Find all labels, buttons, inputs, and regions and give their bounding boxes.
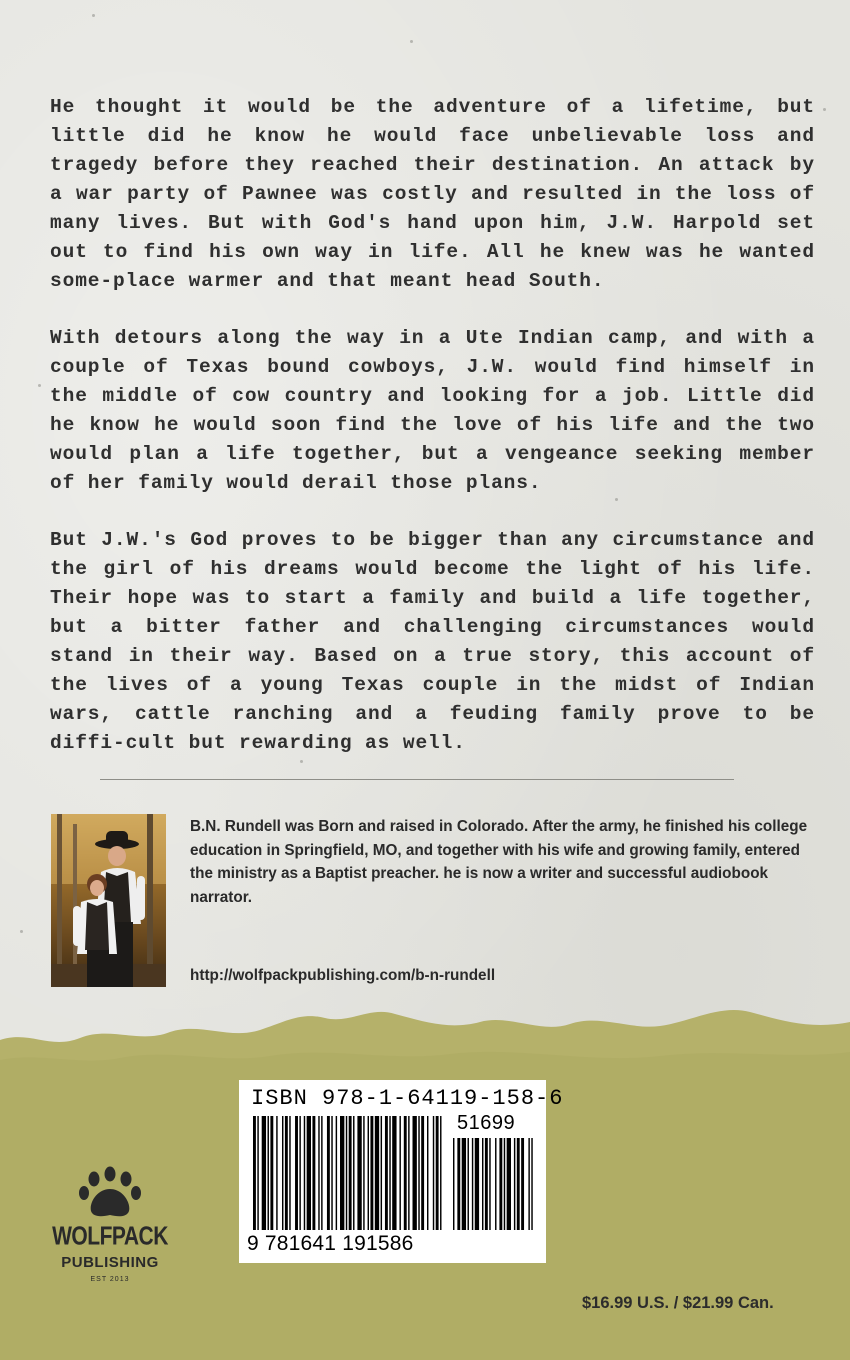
paper-speck: [615, 498, 618, 501]
paw-print-icon: [45, 1165, 175, 1225]
blurb-paragraph-2: With detours along the way in a Ute Indian camp, and with a couple of Texas bound cowboys, J.W. would find himself in the middle of cow country and looking for a job. Little did he know he would soon find the love of his life and the two would plan a life together, but a vengeance seeking member of her family would derail those plans.: [50, 327, 815, 494]
barcode-addon-digits: 51699: [457, 1112, 516, 1134]
price-label: $16.99 U.S. / $21.99 Can.: [582, 1294, 774, 1312]
section-divider: [100, 779, 734, 780]
blurb-paragraph-3: But J.W.'s God proves to be bigger than any circumstance and the girl of his dreams would become the light of his life. Their hope was to start a family and build a life together, but a bitter father and challenging circumstances would stand in their way. Based on a true story, this account of the lives of a young Texas couple in the midst of Indian wars, cattle ranching and a feuding family prove to be diffi-cult but rewarding as well.: [50, 529, 815, 754]
barcode-digits: 9 781641 191586: [247, 1232, 414, 1255]
isbn-barcode: [239, 1080, 564, 1263]
author-photo-illustration: [51, 814, 166, 987]
author-photo: [51, 814, 166, 987]
publisher-established: EST 2013: [90, 1276, 130, 1283]
author-website-link[interactable]: http://wolfpackpublishing.com/b-n-rundell: [190, 967, 496, 984]
paper-speck: [20, 930, 23, 933]
blurb-paragraph-1: He thought it would be the adventure of a lifetime, but little did he know he would face unbelievable loss and tragedy before they reached their destination. An attack by a war party of Pawnee was costly and resulted in the loss of many lives. But with God's hand upon him, J.W. Harpold set out to find his own way in life. All he knew was he wanted some-place warmer and that meant head South.: [50, 96, 815, 292]
paper-speck: [410, 40, 413, 43]
publisher-logo: [45, 1165, 175, 1295]
author-bio: B.N. Rundell was Born and raised in Colorado. After the army, he finished his college education in Springfield, MO, and together with his wife and growing family, entered the ministry as a Baptist preacher. he is now a writer and successful audiobook narrator.: [190, 818, 808, 906]
isbn-label: ISBN 978-1-64119-158-6: [251, 1086, 564, 1111]
paper-speck: [92, 14, 95, 17]
paper-speck: [38, 384, 41, 387]
publisher-name-line2: PUBLISHING: [61, 1254, 159, 1271]
paper-speck: [300, 760, 303, 763]
publisher-name-line1: WOLFPACK: [52, 1222, 168, 1251]
paper-speck: [823, 108, 826, 111]
